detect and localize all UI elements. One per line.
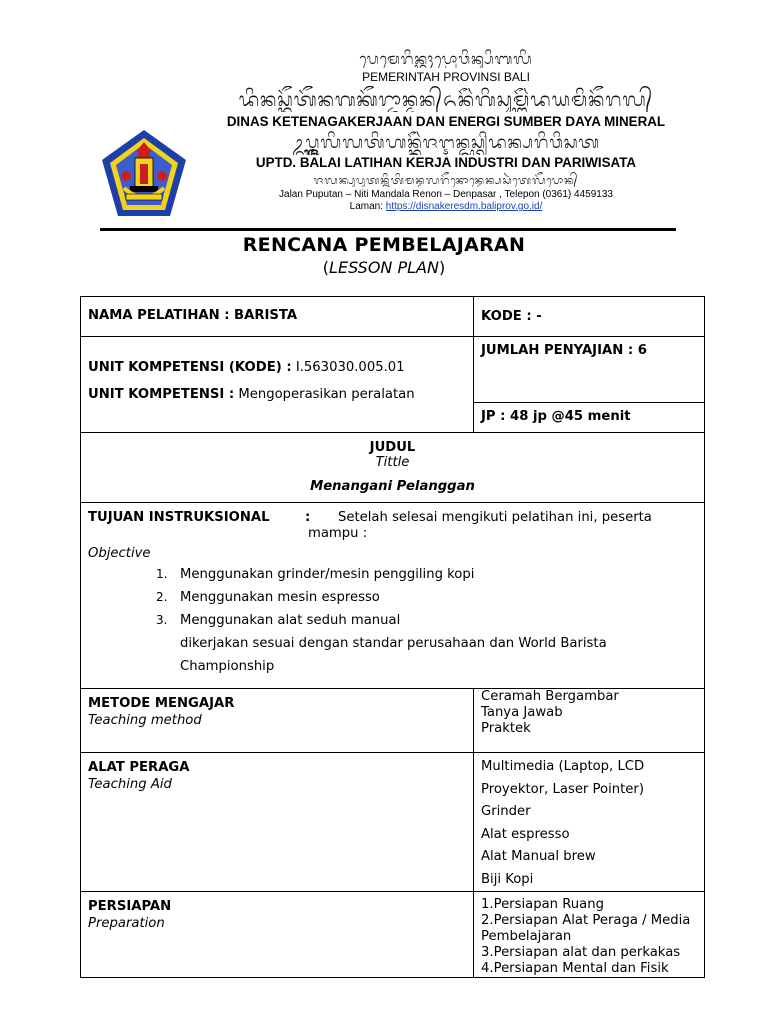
- balinese-script-line-1: ᬧᬾᬫᬾᬭᬶᬦ᭄ᬢᬄᬧ᭄ᬭᭀᬯᬶᬦ᭄ᬲᬶᬩᬮᬶ: [359, 50, 533, 68]
- alat-label-cell: ALAT PERAGA Teaching Aid: [81, 753, 474, 892]
- balinese-script-line-4: ᬚᬮᬦ᭄ᬧᬸᬧᬸᬢᬦ᭄ᬦᬶᬢᬶᬫᬦ᭄ᬤᬮᬭᭂᬦᭀᬦ᭄ᬤᬾᬦ᭄ᬧᬲᬃᬢᬾᬮᭂᬧᭀᬦ᭄: [313, 174, 579, 187]
- document-title: RENCANA PEMBELAJARAN: [242, 234, 526, 256]
- tujuan-cell: TUJUAN INSTRUKSIONAL : Setelah selesai mengikuti pelatihan ini, peserta mampu : Objective 1. Menggunakan grinder/mesin penggiling kopi 2. Menggunakan mesin espresso 3. Menggunakan alat seduh manual dikerjakan sesuai dengan standar perusahaan dan World Barista Championship: [81, 503, 705, 689]
- objective-item: [88, 563, 697, 586]
- alat-item: Biji Kopi: [481, 871, 534, 887]
- metode-item: Tanya Jawab: [481, 705, 563, 720]
- objective-number: 2.: [156, 590, 168, 604]
- objective-label: Objective: [88, 546, 151, 561]
- website-line: [190, 201, 702, 212]
- website-label: Laman:: [349, 201, 383, 212]
- objective-item: [88, 609, 697, 632]
- objective-list: [88, 563, 697, 632]
- bali-province-emblem-icon: [100, 128, 188, 220]
- document-subtitle: (LESSON PLAN): [322, 258, 446, 277]
- alat-item: Alat espresso: [481, 826, 570, 842]
- persiapan-label-cell: PERSIAPAN Preparation: [81, 892, 474, 978]
- persiapan-item: 1.Persiapan Ruang: [481, 897, 604, 912]
- unit-name: UPTD. BALAI LATIHAN KERJA INDUSTRI DAN PARIWISATA: [255, 155, 637, 170]
- jumlah-penyajian-cell: JUMLAH PENYAJIAN : 6: [474, 337, 705, 403]
- letterhead: [80, 40, 702, 232]
- balinese-script-line-2: ᬤᬶᬦᬲ᭄ᬓᭂᬢᭂᬦᬕᬓᭂᬭ᭄ᬚᬵᬦ᭄ᬤᬦ᭄ᬏᬦᭂᬃᬕᬶᬲᬸᬫ᭄ᬩᭂᬃᬤᬬᬫᬶᬦᭂᬭᬮ᭄: [238, 89, 654, 111]
- persiapan-item: 2.Persiapan Alat Peraga / Media Pembelajaran: [481, 913, 691, 944]
- balinese-script-line-3: ᬉᬧ᭄ᬢ᭄ᬤ᭄ᬩᬮᬶᬮᬢᬶᬳᬦ᭄ᬓᭂᬃᬚᬇᬦ᭄ᬤᬸᬲ᭄ᬢ᭄ᬭᬶᬤᬦ᭄ᬧᬭᬶᬯᬶᬲᬢ: [291, 133, 601, 153]
- metode-item: Praktek: [481, 721, 531, 736]
- nama-pelatihan-cell: NAMA PELATIHAN : BARISTA: [81, 297, 474, 337]
- objective-text: Menggunakan grinder/mesin penggiling kopi: [180, 567, 475, 582]
- lesson-plan-table: [80, 296, 705, 978]
- alat-items-cell: [474, 753, 705, 892]
- jp-cell: JP : 48 jp @45 menit: [474, 403, 705, 433]
- kode-cell: KODE : -: [474, 297, 705, 337]
- website-link[interactable]: https://disnakeresdm.baliprov.go.id/: [385, 201, 543, 212]
- persiapan-item: 3.Persiapan alat dan perkakas: [481, 945, 681, 960]
- alat-item: Grinder: [481, 804, 531, 819]
- letterhead-divider: [100, 228, 676, 231]
- metode-items-cell: [474, 689, 705, 753]
- persiapan-item: 4.Persiapan Mental dan Fisik: [481, 961, 669, 976]
- objective-number: 3.: [156, 613, 168, 627]
- objective-number: 1.: [156, 567, 168, 581]
- objective-text: Menggunakan mesin espresso: [180, 590, 380, 605]
- persiapan-items-cell: [474, 892, 705, 978]
- alat-item: Alat Manual brew: [481, 849, 596, 864]
- objective-text: Menggunakan alat seduh manual: [180, 613, 401, 628]
- government-name: PEMERINTAH PROVINSI BALI: [362, 70, 530, 84]
- unit-kompetensi-cell: UNIT KOMPETENSI (KODE) : I.563030.005.01 UNIT KOMPETENSI : Mengoperasikan peralatan: [81, 337, 474, 433]
- alat-item: Multimedia (Laptop, LCD Proyektor, Laser Pointer): [481, 759, 645, 797]
- address-line: Jalan Puputan – Niti Mandala Renon – Denpasar , Telepon (0361) 4459133: [279, 189, 613, 200]
- objective-item: [88, 586, 697, 609]
- judul-cell: JUDUL Tittle Menangani Pelanggan: [81, 433, 705, 503]
- metode-label-cell: METODE MENGAJAR Teaching method: [81, 689, 474, 753]
- department-name: DINAS KETENAGAKERJAAN DAN ENERGI SUMBER DAYA MINERAL: [226, 114, 666, 129]
- metode-item: Ceramah Bergambar: [481, 689, 619, 704]
